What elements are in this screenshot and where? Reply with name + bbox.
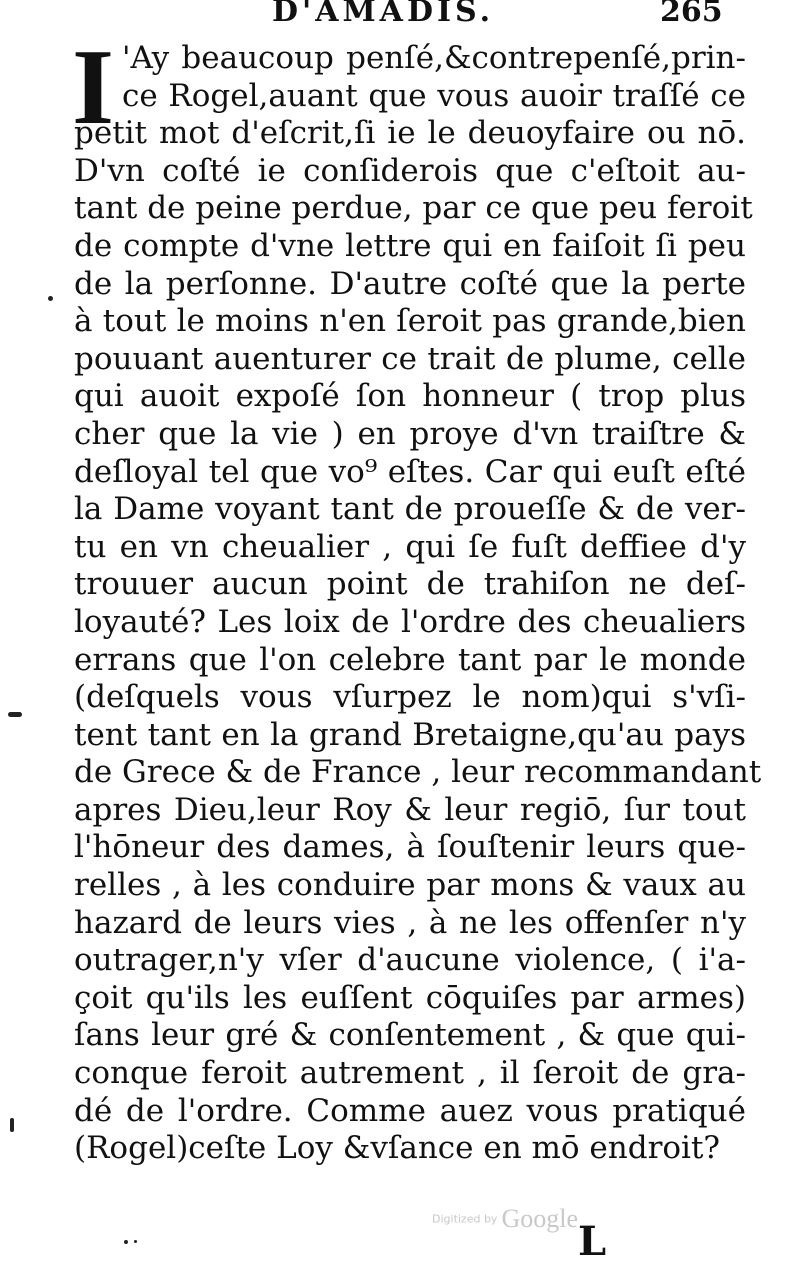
text-line-11: cher que la vie ) en proye d'vn traiſtre & [74,415,746,452]
text-line-14: tu en vn cheualier , qui ſe fuſt deffiee d'y [74,528,746,565]
text-line-5: tant de peine perdue, par ce que peu feroit [74,190,753,227]
text-line-1: 'Ay beaucoup penſé,&contrepenſé,prin- [122,40,746,76]
digitized-watermark [432,1204,578,1234]
text-line-12: deſloyal tel que vo⁹ eſtes. Car qui euſt eſté [74,453,746,490]
text-line-20: de Grece & de France , leur recommandant [74,754,762,791]
text-line-24: hazard de leurs vies , à ne les offenſer n'y [74,904,746,941]
running-head-title: D'AMADIS. [272,0,495,29]
text-line-21: apres Dieu,leur Roy & leur regiō, ſur tout [74,791,746,828]
drop-cap-initial: I [72,28,115,147]
text-line-3: petit mot d'eſcrit,ſi ie le deuoyfaire ou nō. [74,115,746,152]
text-line-13: la Dame voyant tant de proueſſe & de ver- [74,491,746,528]
watermark-small-text: Digitized by [432,1212,498,1226]
catchword: L [578,1218,607,1265]
margin-ink-speck [8,712,22,717]
text-line-19: tent tant en la grand Bretaigne,qu'au pays [74,716,746,753]
margin-ink-speck [48,296,53,301]
text-line-18: (deſquels vous vſurpez le nom)qui s'vſi- [74,679,746,716]
margin-ink-speck [134,1240,137,1243]
text-line-16: loyauté? Les loix de l'ordre des cheualiers [74,603,746,640]
text-line-6: de compte d'vne lettre qui en faiſoit ſi peu [74,227,746,264]
text-line-23: relles , à les conduire par mons & vaux au [74,867,746,904]
text-line-9: pouuant auenturer ce trait de plume, celle [74,340,746,377]
margin-ink-speck [124,1240,128,1244]
margin-ink-speck [10,1118,14,1132]
google-watermark-logo: Google [501,1204,578,1233]
text-line-27: ſans leur gré & conſentement , & que qui- [74,1017,746,1054]
text-line-2: ce Rogel,auant que vous auoir traſſé ce [122,77,746,114]
text-line-10: qui auoit expoſé ſon honneur ( trop plus [74,378,746,415]
text-line-26: çoit qu'ils les euſſent cōquiſes par armes) [74,979,746,1016]
text-line-8: à tout le moins n'en ſeroit pas grande,bien [74,303,746,340]
body-text [72,28,762,1168]
text-line-4: D'vn coſté ie conſiderois que c'eſtoit au- [74,152,746,189]
text-line-29: dé de l'ordre. Comme auez vous pratiqué [74,1092,746,1129]
text-line-7: de la perſonne. D'autre coſté que la perte [74,265,746,302]
text-line-30: (Rogel)ceſte Loy &vſance en mō endroit? [74,1130,721,1167]
page-number: 265 [660,0,723,29]
text-line-15: trouuer aucun point de trahiſon ne deſ- [74,566,746,603]
text-line-17: errans que l'on celebre tant par le monde [74,641,746,678]
text-line-22: l'hōneur des dames, à ſouſtenir leurs que- [74,829,746,866]
text-line-28: conque feroit autrement , il ſeroit de gra- [74,1055,746,1092]
text-line-25: outrager,n'y vſer d'aucune violence, ( i'a- [74,942,746,979]
